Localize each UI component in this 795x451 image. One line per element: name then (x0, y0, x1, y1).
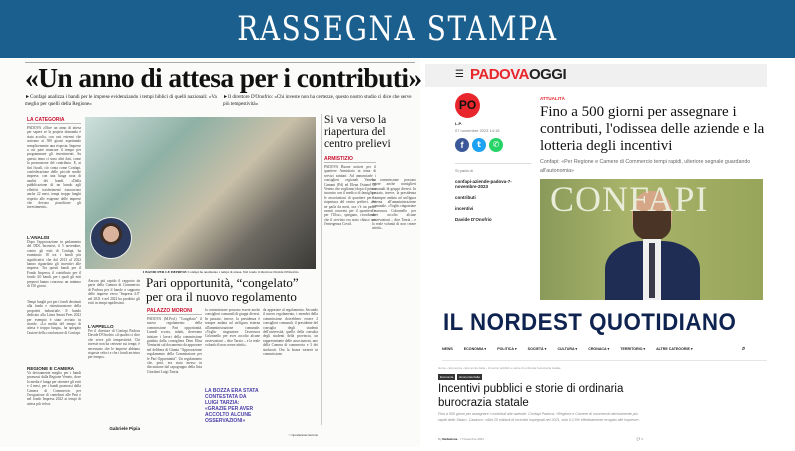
facebook-icon[interactable]: f (455, 138, 469, 152)
padovaoggi-header (425, 64, 767, 87)
tag-link[interactable]: Davide D'Onofrio (455, 217, 492, 222)
h2-col2: la commissione possono essere anche consiglieri comunali di gruppi diversi. In passato, invece, la presidenza è sempre andata ad un'figura esterna all'amministrazione comunale. «Voglio ringraziare l'assessora Colonnello per aver accolto alcune osservazioni – dice Tarzia – e la reale volontà di non creare attriti». (205, 308, 260, 348)
deck-right: ►Il direttore D'Onofrio: «Chi investe non ha certezze, questo nostro studio ci dice che serve più tempestività» (223, 94, 412, 107)
nordest-nav (442, 347, 767, 361)
col1-sub2: REGIONE E CAMERA (27, 366, 74, 371)
col1-kicker: LA CATEGORIA (27, 117, 81, 124)
h2-kicker: PALAZZO MORONI (147, 308, 202, 315)
search-icon[interactable]: ⌕ (742, 345, 746, 352)
tags-label: Si parla di (455, 168, 473, 173)
rassegna-stampa-banner (0, 0, 795, 58)
logo-red: PADOVA (470, 66, 529, 83)
director-photo (540, 179, 763, 300)
photo-caption (143, 270, 318, 274)
col1-text4: Va decisamente meglio per i bandi promossi dalla Regione Veneto, dove la media è lunga per ottenere gli esiti e 4 mesi, per i bandi promossi dalla Camera di Commercio per l'erogazione di contributi alle Pmi e nel fondo Impresa 2022 ai tempi di attesa più veloci. (27, 371, 81, 406)
col1-text3: Tempi lunghi poi per i fondi destinati alla fondo e ristrutturazione della proprietà industriale. Il bando dedicato alla Linea Smart Fees 2022 per esempio è stato avviato in ritardo. «La media del tempo di attesa è troppo lunga», ha spiegato l'autore della conclusione di Confapi. (27, 300, 81, 335)
article-title: Fino a 500 giorni per assegnare i contributi, l'odissea delle aziende e la lotteria degli incentivi (540, 104, 765, 154)
nav-territorio[interactable]: TERRITORIO ▾ (620, 347, 646, 351)
breadcrumb: Home › Economia › Economia Italia › Incentivi pubblici e storie di ordinaria burocrazia statale (438, 366, 561, 370)
nordest-excerpt: Fino a 500 giorni per assegnare i contributi alle aziende. Confapi Padova: «Regione e Camere di commercio decisamente più rapidi dello Stato». Casasco: «Altri 25 miliardi di incentivi impegnati nel 2021, solo il 2,5% effettivamente erogato alle imprese». (438, 412, 640, 422)
deck-left: ►Confapi analizza i bandi per le imprese evidenziando i tempi biblici di quelli nazionali: «Va meglio per quelli della Regione» (25, 94, 217, 107)
nordest-logo[interactable]: IL NORDEST QUOTIDIANO (443, 309, 737, 336)
nav-cronaca[interactable]: CRONACA ▾ (588, 347, 610, 351)
divider (455, 163, 531, 164)
col1-sub: L'ANALISI (27, 235, 50, 240)
article-summary: Confapi: «Per Regione e Camere di Commercio tempi rapidi, ulteriore segnale guardando all'autonomia» (540, 159, 751, 174)
nordest-date: 7 Novembre 2023 (460, 437, 484, 441)
whatsapp-icon[interactable]: ✆ (489, 138, 503, 152)
nav-news[interactable]: NEWS (442, 347, 453, 351)
workshop-photo (85, 117, 316, 269)
menu-icon[interactable]: ☰ (455, 69, 464, 80)
confapi-wall-lettering: CONFAPI (550, 179, 709, 219)
author-avatar: PO (455, 93, 480, 118)
col2-byline: Gabriele Pipia (109, 426, 140, 431)
side-headline: Si va verso la riapertura del centro prelievi (324, 114, 391, 150)
author-link[interactable]: Redazione (442, 437, 458, 441)
nav-economia[interactable]: ECONOMIA ▾ (463, 347, 487, 351)
col2-text2: Per il direttore di Confapi Padova Davide D'Onofrio «il quadro ci dice che serve più tempestività. Chi investe non ha certezze sui tempi; è necessario che le imprese abbiano risposte veloci e che i fondi arrivino per tempo». (88, 329, 140, 360)
category-badge[interactable]: Economia Italia (459, 375, 480, 379)
by-label: By (438, 437, 442, 441)
newspaper-headline: «Un anno di attesa per i contributi» (25, 62, 422, 93)
caption-label: I BANDI PER LE IMPRESE (143, 270, 187, 274)
category-label[interactable]: ATTUALITÀ (540, 96, 565, 101)
nordest-title: Incentivi pubblici e storie di ordinaria burocrazia statale (438, 383, 624, 409)
h2-col1: PADOVA (M.Ped.) "Congelato" il nuovo regolamento della commissione Pari opportunità. Lunedì scorso, infatti, dovevano iniziare i lavori della commissione guidata dalla consigliera Dem Elisa Venturini sul documento da approvare nel delibera di Giunta "Approvazione regolamento della Commissione per le Pari Opportunità". Un regolamento che, però, era stato messo in discussione dal capogruppo della lista Giordani Luigi Tarzia. (147, 317, 202, 374)
nordest-meta: By Redazione - 7 Novembre 2023 💬 0 (438, 437, 643, 441)
logo-dark: OGGI (528, 66, 567, 83)
headline-pari-opportunita: Pari opportunità, “congelato” per ora il nuovo regolamento (146, 275, 299, 304)
director-portrait-inset (90, 217, 132, 259)
banner-title: RASSEGNA STAMPA (237, 9, 558, 49)
nav-societa[interactable]: SOCIETÀ ▾ (527, 347, 547, 351)
tag-link[interactable]: confapi-aziende-padova-7-novembre-2023 (455, 179, 512, 189)
side-kicker: ARMISTIZIO (324, 156, 376, 163)
comments-number: 0 (641, 437, 643, 441)
padovaoggi-logo[interactable] (470, 66, 566, 83)
side-text-cont: la commissione possono essere anche consiglieri comunali di gruppi diversi. In passato, invece, la presidenza è sempre andata ad un'figura esterna all'amministrazione comunale. «Voglio ringraziare l'assessora Colonnello per aver accolto alcune osservazioni – dice Tarzia – e la reale volontà di non creare attriti». (372, 178, 416, 231)
caption-text: Confapi ha analizzato i tempi di attesa. Nel tondo il direttore Davide D'Onofrio (187, 270, 299, 274)
nav-politica[interactable]: POLITICA ▾ (497, 347, 517, 351)
nordest-article (425, 305, 770, 447)
col1-text2: Dopo l'approvazione in parlamento del DDL Incentivi, il 5 novembre, contro gli esiti di Confapi, ha esaminato 18 tra i bandi più significativi che dal 2013 al 2022 hanno riguardato gli incentivi alle imprese. Tra questi bandi per il Fondo Impresa, il contributo per il fondo 4.0 bandi, per i quali gli enti preposti hanno concesso un minimo di 150 giorni. (27, 240, 81, 289)
publish-date: 07 novembre 2023 14:15 (455, 128, 500, 133)
col2-sub: L'APPELLO (88, 324, 114, 329)
side-text: PADOVA Buone notizie per il quartiere Armistizio in tema di servizi sanitari. Ad annunciarle i consiglieri regionali Vanessa Camani (Pd) ed Elena Ostanel (Il Veneto che vogliamo) dopo il primo incontro con il medico di famiglia e le associazioni di quartiere per la riapertura del centro prelievi. «Se ne parla da mesi, ora c'è un passo avanti concreto per il quartiere e per l'Ulss», spiegano, ricordando che il servizio era stato chiuso con l'emergenza Covid. (324, 165, 376, 227)
h2-pull-quote: LA BOZZA ERA STATA CONTESTATA DA LUIGI TARZIA: «GRAZIE PER AVER ACCOLTO ALCUNE OSSERVAZIONI» (205, 388, 259, 424)
copyright: © riproduzione riservata (288, 433, 318, 437)
nav-cultura[interactable]: CULTURA ▾ (557, 347, 578, 351)
col2-text: Ancora più rapido il rapporto da parte della Camera di Commercio di Padova per il bando a supporto delle imprese verso "Impresa 4.0" nel 2021 e nel 2022 ha prodotto gli esiti in tempi rapidissimi. (88, 279, 140, 306)
h2-col3: da apportare al regolamento. Secondo il nuovo regolamento, i membri della commissione dovrebbero essere 2 consiglieri comunali, il presidente del consiglio degli studenti dell'università, quello della consulta degli studenti della provincia, un rappresentante delle associazioni, uno della Camera di commercio e 3 dei sindacati. Ora la bozza tornerà in commissione. (263, 308, 318, 357)
comments-count[interactable]: 💬 0 (636, 437, 643, 441)
col1-text: PADOVA «Oltre un anno di attesa per sapere se la propria domanda è stata accolta, con casi estremi che arrivano ai 500 giorni aspettando semplicemente una risposta. Imprese a cui pare mancare il tempo per programmare gli investimenti. Su questo tema ci sono altri dati, come la promozione del contributo. E, ai fini fiscali, ciò conta come Confapi, confederazione delle piccole medie imprese, con una lunga nota di analisi dei bandi. «Dalla pubblicazione di un bando agli effettivi trasferimenti trascorrono anche 22 mesi, tempi troppo lunghi rispetto alle esigenze delle imprese che devono pianificare gli investimenti». (27, 126, 81, 210)
category-badge[interactable]: Economia (440, 375, 454, 379)
twitter-icon[interactable]: t (472, 138, 486, 152)
nav-altre-categorie[interactable]: ALTRE CATEGORIE ▾ (656, 347, 693, 351)
tag-link[interactable]: contributi (455, 195, 476, 200)
padovaoggi-article (425, 64, 767, 300)
author-name: L.P. (455, 121, 462, 126)
tag-link[interactable]: incentivi (455, 206, 474, 211)
newspaper-clipping (0, 58, 420, 447)
